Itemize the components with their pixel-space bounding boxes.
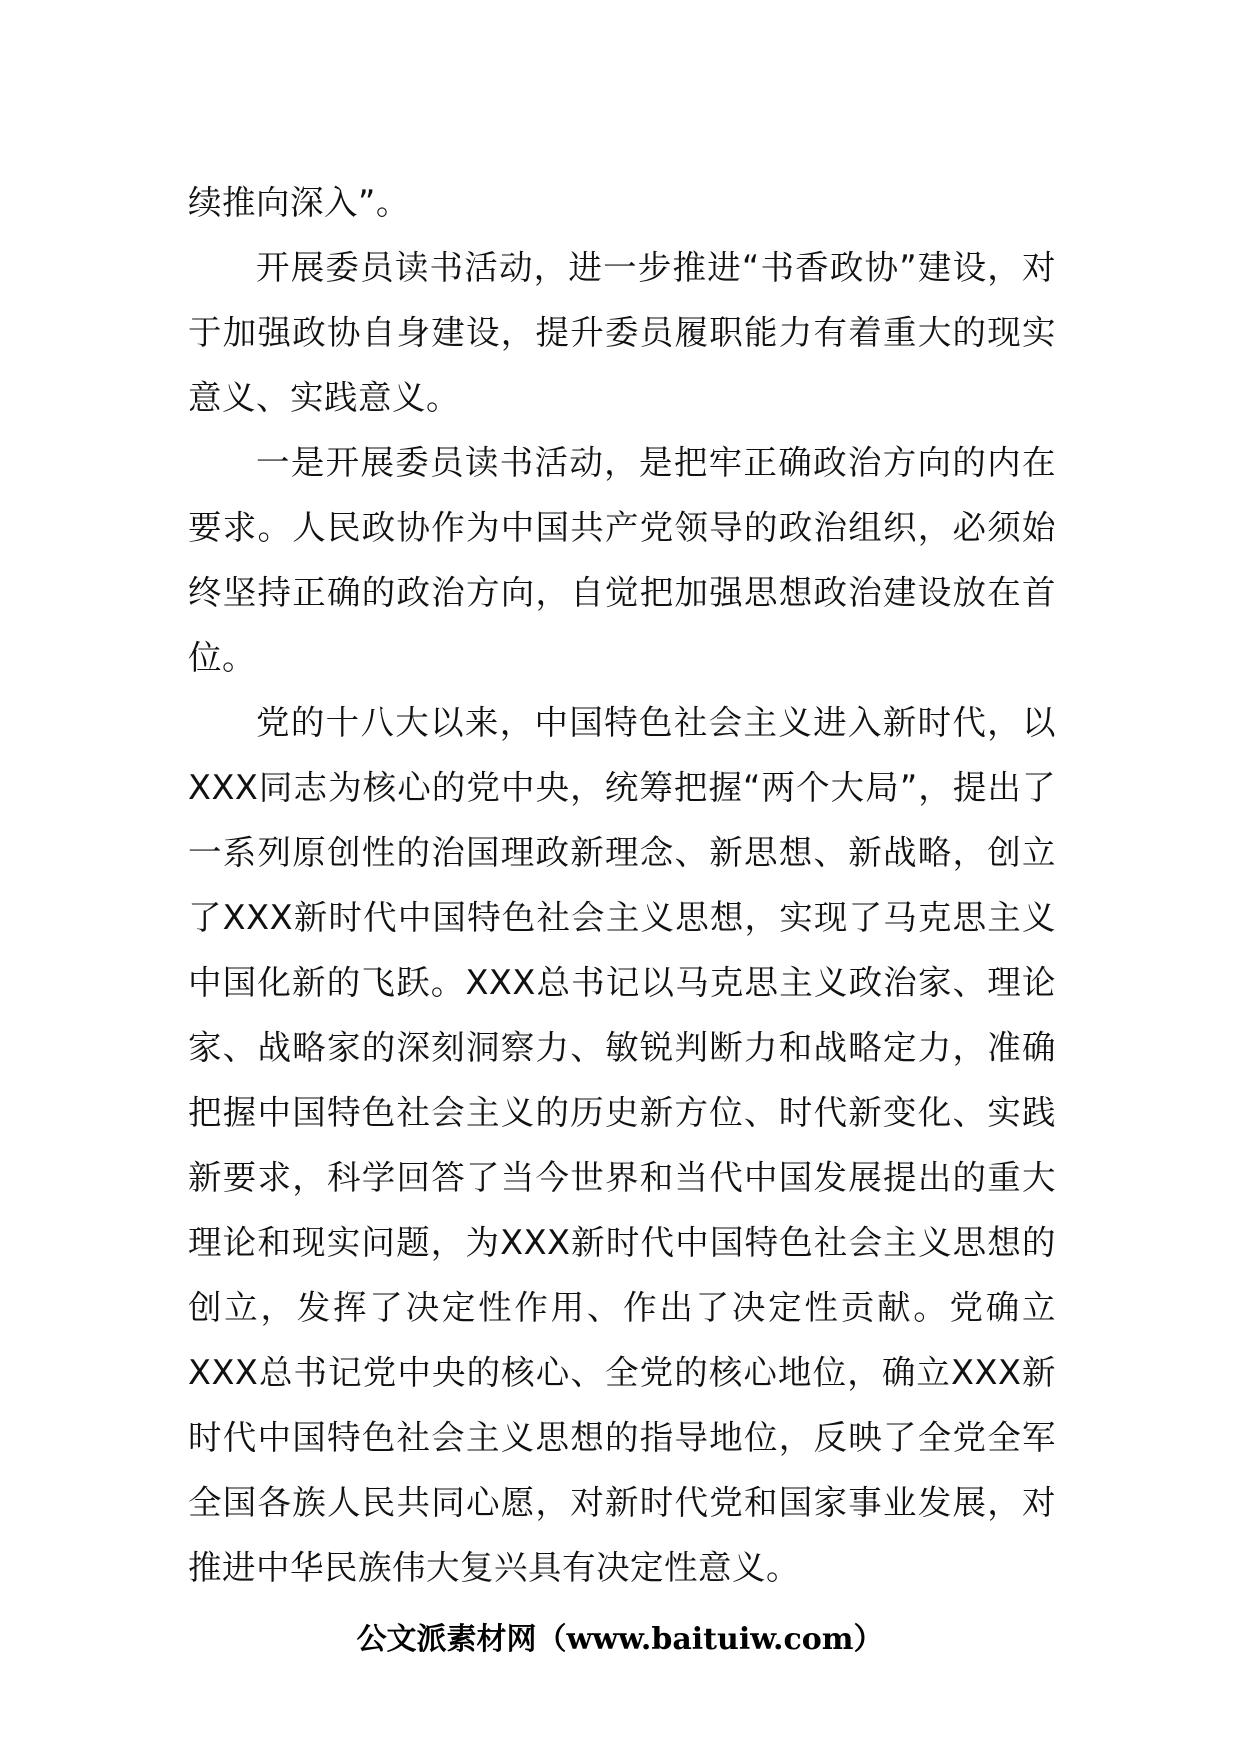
paragraph-continuation: 续推向深入”。 (188, 183, 410, 222)
body-text (188, 170, 1056, 1600)
footer-source: 公文派素材网（www.baituiw.com） (356, 1622, 884, 1657)
paragraph-reading-activity: 开展委员读书活动，进一步推进“书香政协”建设，对于加强政协自身建设，提升委员履职能力有着重大的现实意义、实践意义。 (188, 248, 1056, 417)
paragraph-political-direction: 一是开展委员读书活动，是把牢正确政治方向的内在要求。人民政协作为中国共产党领导的政治组织，必须始终坚持正确的政治方向，自觉把加强思想政治建设放在首位。 (188, 443, 1056, 677)
paragraph-new-era: 党的十八大以来，中国特色社会主义进入新时代，以XXX同志为核心的党中央，统筹把握“两个大局”，提出了一系列原创性的治国理政新理念、新思想、新战略，创立了XXX新时代中国特色社会主义思想，实现了马克思主义中国化新的飞跃。XXX总书记以马克思主义政治家、理论家、战略家的深刻洞察力、敏锐判断力和战略定力，准确把握中国特色社会主义的历史新方位、时代新变化、实践新要求，科学回答了当今世界和当代中国发展提出的重大理论和现实问题，为XXX新时代中国特色社会主义思想的创立，发挥了决定性作用、作出了决定性贡献。党确立XXX总书记党中央的核心、全党的核心地位，确立XXX新时代中国特色社会主义思想的指导地位，反映了全党全军全国各族人民共同心愿，对新时代党和国家事业发展，对推进中华民族伟大复兴具有决定性意义。 (188, 703, 1056, 1587)
